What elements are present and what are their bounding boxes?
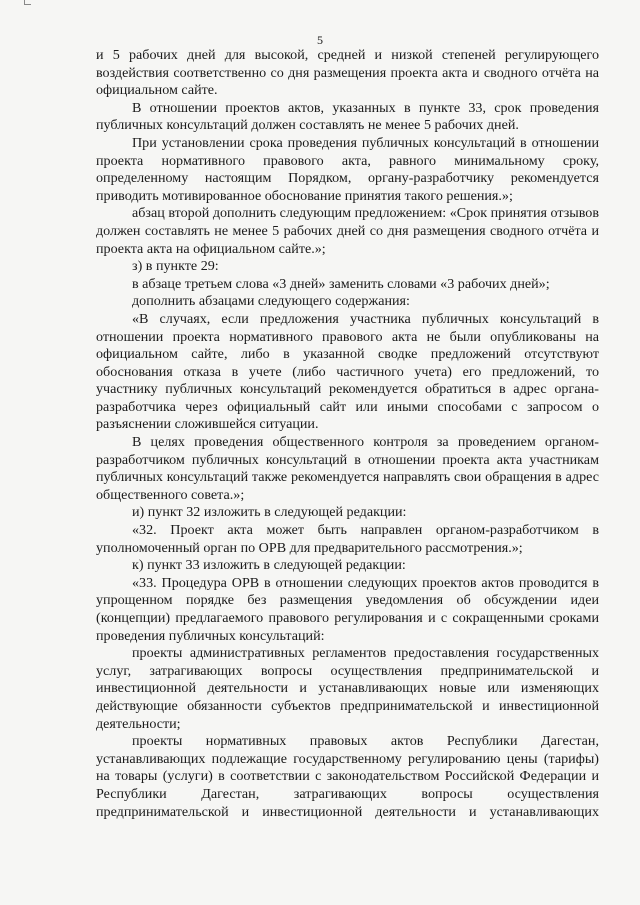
paragraph: и 5 рабочих дней для высокой, средней и низкой степеней регулирующего воздействия соответственно со дня размещения проекта акта и сводного отчёта на официальном сайте. xyxy=(96,47,599,99)
paragraph: к) пункт 33 изложить в следующей редакции: xyxy=(132,557,406,574)
paragraph: В целях проведения общественного контроля за проведением органом-разработчиком публичных консультаций в отношении проекта акта участникам публичных консультаций также рекомендуется направлять свои обращения в адрес общественного совета.»; xyxy=(96,434,599,503)
paragraph: «В случаях, если предложения участника публичных консультаций в отношении проекта нормативного правового акта не были опубликованы на официальном сайте, либо в указанной сводке предложений отсутствуют обоснования отказа в учете (либо частичного учета) его предложений, то участнику публичных консультаций рекомендуется обратиться в адрес органа-разработчика через официальный сайт или иными способами с запросом о разъяснении сложившейся ситуации. xyxy=(96,310,599,433)
paragraph: В отношении проектов актов, указанных в пункте 33, срок проведения публичных консультаций должен составлять не менее 5 рабочих дней. xyxy=(96,99,599,134)
paragraph: в абзаце третьем слова «3 дней» заменить словами «3 рабочих дней»; xyxy=(132,275,550,292)
paragraph: проекты нормативных правовых актов Республики Дагестан, устанавливающих подлежащие государственному регулированию цены (тарифы) на товары (услуги) в соответствии с законодательством Российской Федерации и Республики Дагестан, затрагивающих вопросы осуществления предпринимательской и инвестиционной деятельности и устанавливающих xyxy=(96,733,599,820)
paragraph: «32. Проект акта может быть направлен органом-разработчиком в уполномоченный орган по ОРВ для предварительного рассмотрения.»; xyxy=(96,522,599,556)
paragraph: и) пункт 32 изложить в следующей редакции: xyxy=(132,504,407,521)
paragraph: При установлении срока проведения публичных консультаций в отношении проекта нормативного правового акта, равного минимальному сроку, определенному настоящим Порядком, органу-разработчику рекомендуется приводить мотивированное обоснование принятия такого решения.»; xyxy=(96,134,599,204)
paragraph: абзац второй дополнить следующим предложением: «Срок принятия отзывов должен составлять не менее 5 рабочих дней со дня размещения сводного отчёта и проекта акта на официальном сайте.»; xyxy=(96,205,599,257)
document-body xyxy=(96,47,599,821)
paragraph: дополнить абзацами следующего содержания: xyxy=(132,293,410,310)
page-number: 5 xyxy=(317,33,323,47)
paragraph: проекты административных регламентов предоставления государственных услуг, затрагивающих вопросы осуществления предпринимательской и инвестиционной деятельности и устанавливающих новые или изменяющих действующие обязанности субъектов предпринимательской и инвестиционной деятельности; xyxy=(96,645,599,732)
paragraph: «33. Процедура ОРВ в отношении следующих проектов актов проводится в упрощенном порядке без размещения уведомления об обсуждении идеи (концепции) предлагаемого правового регулирования и с сокращенными сроками проведения публичных консультаций: xyxy=(96,574,599,644)
scan-corner-mark xyxy=(24,0,31,5)
paragraph: з) в пункте 29: xyxy=(132,258,219,275)
